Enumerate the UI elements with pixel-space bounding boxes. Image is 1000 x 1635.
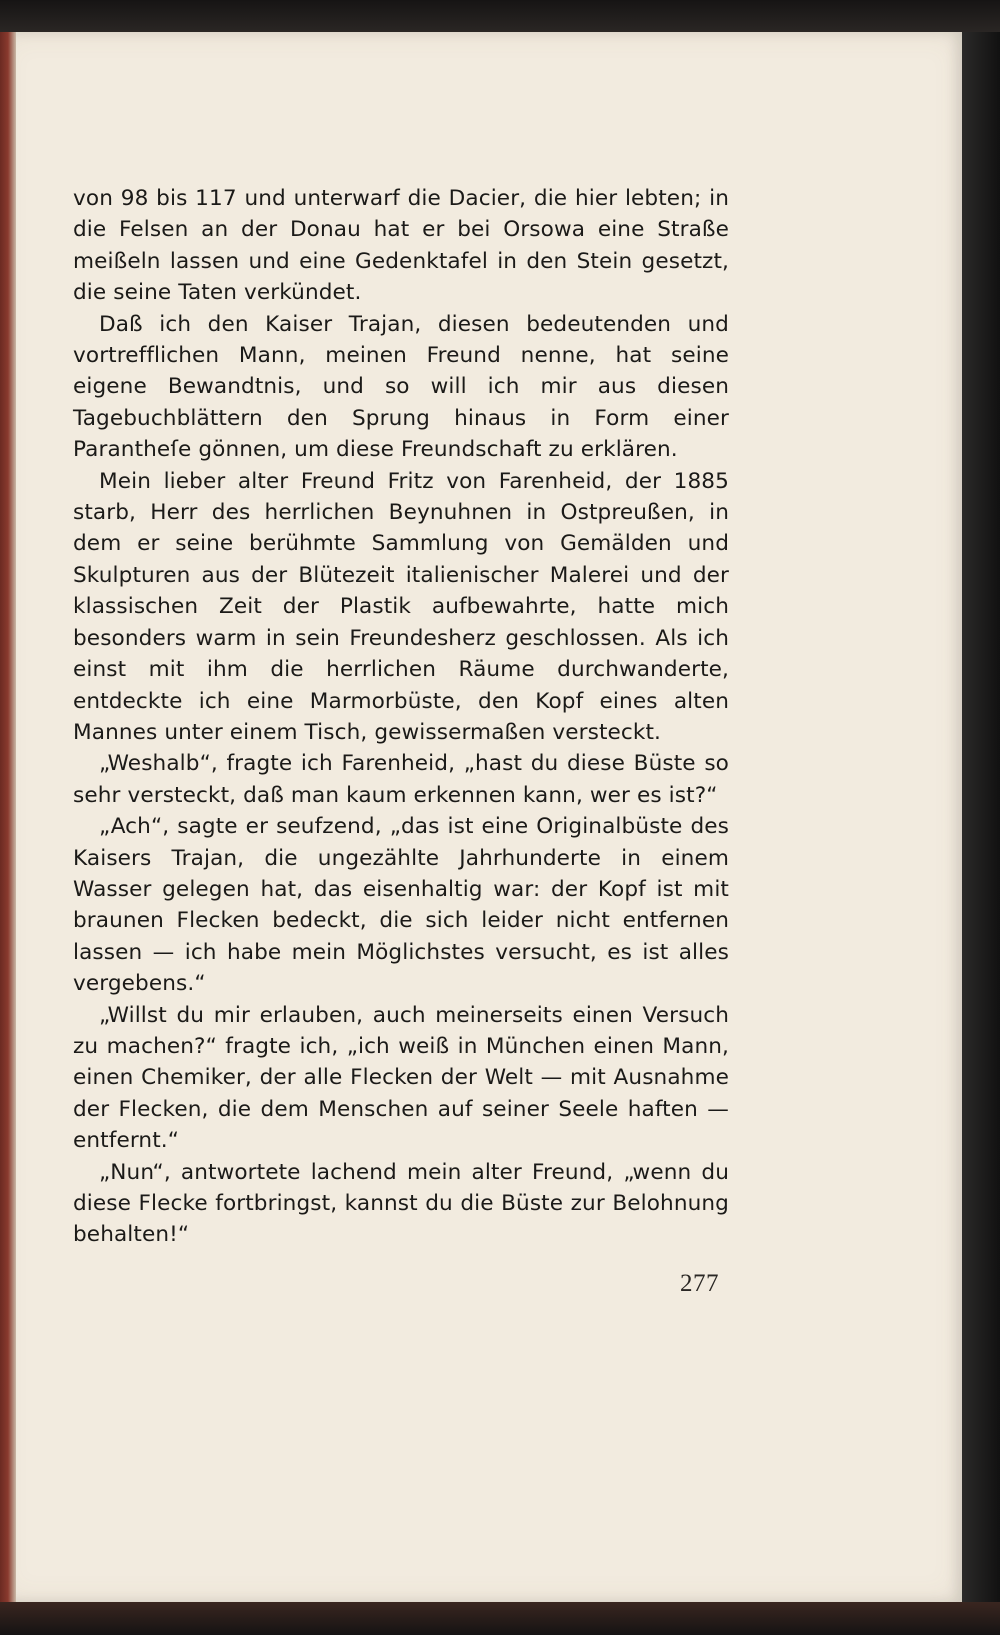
- scan-top-edge: [0, 0, 1000, 32]
- scan-right-edge: [962, 32, 1000, 1602]
- body-text: [73, 183, 729, 1251]
- paragraph: „Nun“, antwortete lachend mein alter Freund, „wenn du diese Flecke fortbringst, kannst du die Büste zur Belohnung behalten!“: [73, 1159, 729, 1248]
- paragraph: Mein lieber alter Freund Fritz von Farenheid, der 1885 starb, Herr des herrlichen Beynuhnen in Ostpreußen, in dem er seine berühmte Sammlung von Gemälden und Skulpturen aus der Blütezeit italienischer Malerei und der klassischen Zeit der Plastik aufbewahrte, hatte mich besonders warm in sein Freundesherz geschlossen. Als ich einst mit ihm die herrlichen Räume durchwanderte, entdeckte ich eine Marmorbüste, den Kopf eines alten Mannes unter einem Tisch, gewissermaßen versteckt.: [73, 468, 729, 745]
- paragraph: „Weshalb“, fragte ich Farenheid, „hast du diese Büste so sehr versteckt, daß man kaum erkennen kann, wer es ist?“: [73, 751, 729, 808]
- scan-bottom-edge: [0, 1602, 1000, 1635]
- paragraph: von 98 bis 117 und unterwarf die Dacier, die hier lebten; in die Felsen an der Donau hat er bei Orsowa eine Straße meißeln lassen und eine Gedenktafel in den Stein gesetzt, die seine Taten verkündet.: [73, 186, 729, 306]
- paragraph: Daß ich den Kaiser Trajan, diesen bedeutenden und vortrefflichen Mann, meinen Freund nenne, hat seine eigene Bewandtnis, und so will ich mir aus diesen Tagebuchblättern den Sprung hinaus in Form einer Parantheſe gönnen, um diese Freundschaft zu erklären.: [73, 311, 729, 463]
- page-number: 277: [680, 1270, 719, 1297]
- paragraph: „Willst du mir erlauben, auch meinerseits einen Versuch zu machen?“ fragte ich, „ich weiß in München einen Mann, einen Chemiker, der alle Flecken der Welt — mit Ausnahme der Flecken, die dem Menschen auf seiner Seele haften — entfernt.“: [73, 1002, 729, 1154]
- book-spine-edge: [0, 32, 16, 1602]
- paragraph: „Ach“, sagte er seufzend, „das ist eine Originalbüste des Kaisers Trajan, die ungezählte Jahrhunderte in einem Wasser gelegen hat, das eisenhaltig war: der Kopf ist mit braunen Flecken bedeckt, die sich leider nicht entfernen lassen — ich habe mein Möglichstes versucht, es ist alles vergebens.“: [73, 814, 729, 997]
